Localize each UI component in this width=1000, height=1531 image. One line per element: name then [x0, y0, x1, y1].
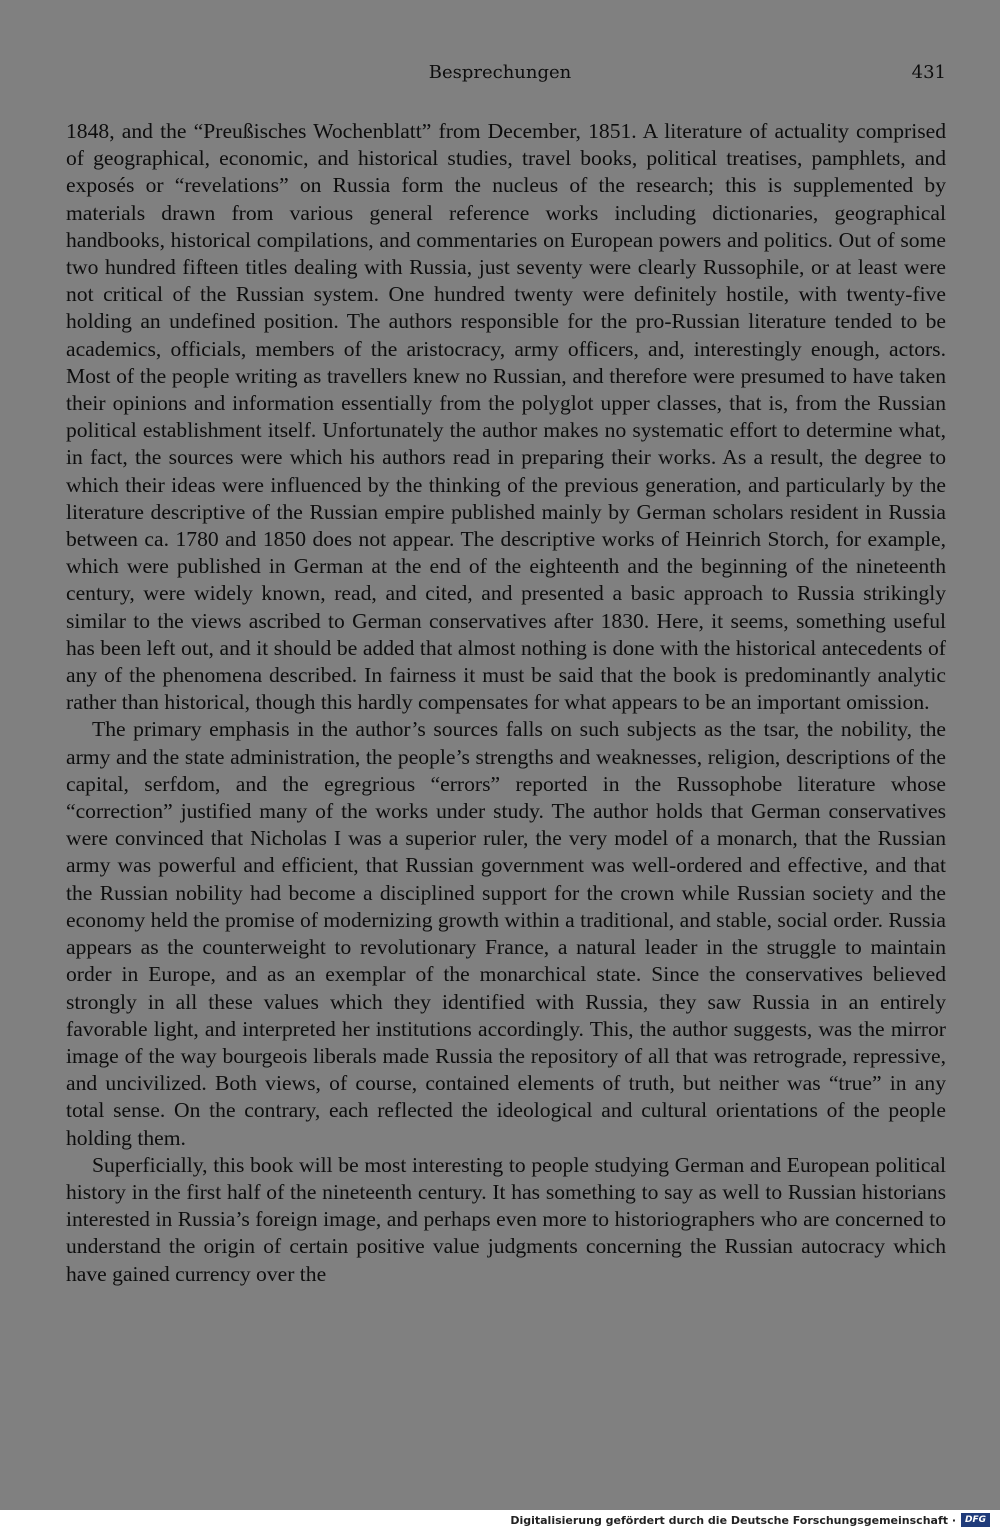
page-number: 431: [911, 62, 946, 83]
paragraph-1: 1848, and the “Preußisches Wochenblatt” from December, 1851. A literature of actuality comprised of geographical, economic, and historical studies, travel books, political treatises, pamphlets, and exposés or “revelations” on Russia form the nucleus of the research; this is supplemented by materials drawn from various general reference works including dictionaries, geographical handbooks, historical compilations, and commentaries on European powers and politics. Out of some two hundred fifteen titles dealing with Russia, just seventy were clearly Russophile, or at least were not critical of the Russian system. One hundred twenty were definitely hostile, with twenty-five holding an undefined position. The authors responsible for the pro-Russian literature tended to be academics, officials, members of the aristocracy, army officers, and, interestingly enough, actors. Most of the people writing as travellers knew no Russian, and therefore were presumed to have taken their opinions and information essentially from the polyglot upper classes, that is, from the Russian political establishment itself. Unfortunately the author makes no systematic effort to determine what, in fact, the sources were which his authors read in preparing their works. As a result, the degree to which their ideas were influenced by the thinking of the previous generation, and particularly by the literature descriptive of the Russian empire published mainly by German scholars resident in Russia between ca. 1780 and 1850 does not appear. The descriptive works of Heinrich Storch, for example, which were published in German at the end of the eighteenth and the beginning of the nineteenth century, were widely known, read, and cited, and presented a basic approach to Russia strikingly similar to the views ascribed to German conservatives after 1830. Here, it seems, something useful has been left out, and it should be added that almost nothing is done with the historical antecedents of any of the phenomena described. In fairness it must be said that the book is predominantly analytic rather than historical, though this hardly compensates for what appears to be an important omission.: [66, 119, 946, 715]
paragraph-2: The primary emphasis in the author’s sources falls on such subjects as the tsar, the nobility, the army and the state administration, the people’s strengths and weaknesses, religion, descriptions of the capital, serfdom, and the egregrious “errors” reported in the Russophobe literature whose “correction” justified many of the works under study. The author holds that German conservatives were convinced that Nicholas I was a superior ruler, the very model of a monarch, that the Russian army was powerful and efficient, that Russian government was well-ordered and effective, and that the Russian nobility had become a disciplined support for the crown while Russian society and the economy held the promise of modernizing growth within a traditional, and stable, social order. Russia appears as the counterweight to revolutionary France, a natural leader in the struggle to maintain order in Europe, and as an exemplar of the monarchical state. Since the conservatives believed strongly in all these values which they identified with Russia, they saw Russia in an entirely favorable light, and interpreted her institutions accordingly. This, the author suggests, was the mirror image of the way bourgeois liberals made Russia the repository of all that was retrograde, repressive, and uncivilized. Both views, of course, contained elements of truth, but neither was “true” in any total sense. On the contrary, each reflected the ideological and cultural orientations of the people holding them.: [66, 717, 946, 1150]
running-title: Besprechungen: [428, 62, 572, 83]
dfg-logo-icon: DFG: [961, 1513, 990, 1527]
paragraph-3: Superficially, this book will be most interesting to people studying German and European political history in the first half of the nineteenth century. It has something to say as well to Russian historians interested in Russia’s foreign image, and perhaps even more to historiographers who are concerned to understand the origin of certain positive value judgments concerning the Russian autocracy which have gained currency over the: [66, 1152, 946, 1286]
running-head: [0, 62, 1000, 88]
body-text: [66, 118, 946, 1288]
funding-credit: Digitalisierung gefördert durch die Deutsche Forschungsgemeinschaft ·: [510, 1514, 956, 1527]
digitization-footer: [0, 1510, 1000, 1531]
